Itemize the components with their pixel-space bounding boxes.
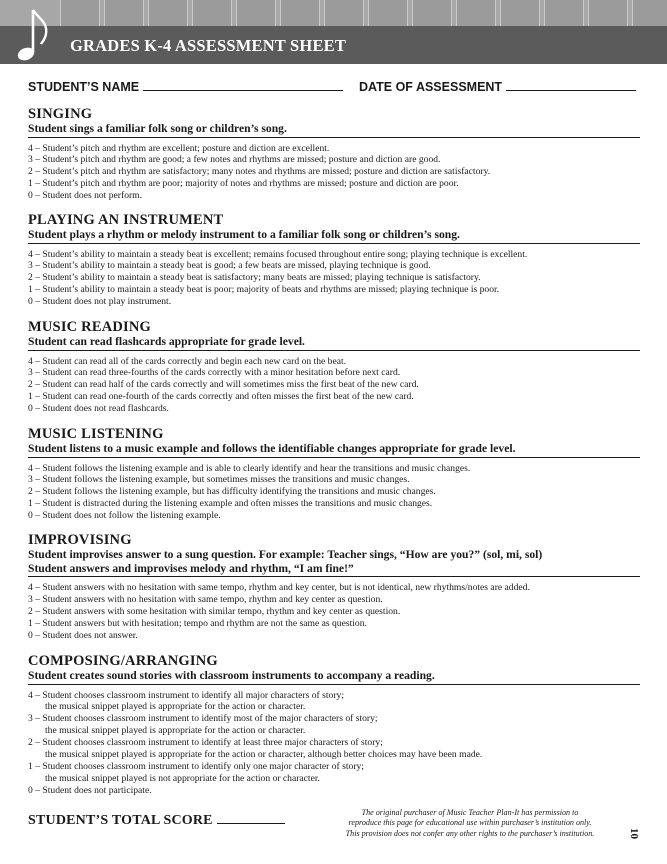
rubric-item bbox=[28, 713, 640, 737]
rubric-item-continuation: the musical snippet played is appropriate for the action or character. bbox=[45, 701, 306, 713]
section-description: Student sings a familiar folk song or children’s song. bbox=[28, 122, 640, 138]
rubric-item: 3 – Student’s ability to maintain a steady beat is good; a few beats are missed, playing technique is good. bbox=[28, 260, 431, 272]
section-title: SINGING bbox=[28, 106, 93, 122]
rubric-item: 1 – Student’s ability to maintain a steady beat is poor; majority of beats and rhythms are missed; playing technique is poor. bbox=[28, 284, 500, 296]
header-banner bbox=[0, 0, 667, 64]
rubric-item: 4 – Student follows the listening example and is able to clearly identify and hear the transitions and music changes. bbox=[28, 462, 471, 474]
section-title: PLAYING AN INSTRUMENT bbox=[28, 212, 224, 228]
banner-tile bbox=[456, 0, 496, 28]
section-title: MUSIC READING bbox=[28, 319, 152, 335]
banner-tile bbox=[104, 0, 144, 28]
banner-tile bbox=[368, 0, 408, 28]
section-composing-arranging bbox=[28, 653, 640, 797]
rubric-item-continuation: the musical snippet played is not appropriate for the action or character. bbox=[45, 772, 320, 784]
rubric-list bbox=[28, 463, 640, 523]
banner-tile bbox=[500, 0, 540, 28]
rubric-item: 2 – Student’s ability to maintain a steady beat is satisfactory; many beats are missed; playing technique is satisfactory. bbox=[28, 272, 481, 284]
section-description: Student listens to a music example and follows the identifiable changes appropriate for grade level. bbox=[28, 442, 640, 458]
section-description-continued: Student answers and improvises melody and rhythm, “I am fine!” bbox=[28, 562, 640, 578]
date-label: DATE OF ASSESSMENT bbox=[359, 80, 503, 94]
rubric-item: 0 – Student does not follow the listening example. bbox=[28, 510, 221, 522]
banner-tile bbox=[192, 0, 232, 28]
section-description: Student can read flashcards appropriate for grade level. bbox=[28, 335, 640, 351]
rubric-item-continuation: the musical snippet played is appropriate for the action or character. bbox=[45, 725, 306, 737]
banner-tile bbox=[148, 0, 188, 28]
rubric-item: 4 – Student answers with no hesitation with same tempo, rhythm and key center, but is not identical, new rhythms/notes are added. bbox=[28, 582, 530, 593]
total-score-blank[interactable] bbox=[217, 814, 285, 824]
section-description: Student plays a rhythm or melody instrument to a familiar folk song or children’s song. bbox=[28, 228, 640, 244]
banner-tile bbox=[60, 0, 100, 28]
banner-tile bbox=[632, 0, 667, 28]
student-name-label: STUDENT’S NAME bbox=[28, 80, 140, 94]
rubric-item: 1 – Student can read one-fourth of the cards correctly and often misses the first beat of the new card. bbox=[28, 391, 414, 403]
rubric-item: 4 – Student’s pitch and rhythm are excellent; posture and diction are excellent. bbox=[28, 142, 330, 154]
section-playing-instrument bbox=[28, 212, 640, 308]
disclaimer-line: reproduce this page for educational use within purchaser’s institution only. bbox=[348, 818, 592, 828]
section-music-listening bbox=[28, 426, 640, 522]
section-title: MUSIC LISTENING bbox=[28, 426, 164, 442]
banner-tile bbox=[236, 0, 276, 28]
rubric-item-continuation: the musical snippet played is appropriate for the action or character, although better choices may have been made. bbox=[45, 749, 483, 761]
section-description: Student creates sound stories with classroom instruments to accompany a reading. bbox=[28, 669, 640, 685]
page-number: 10 bbox=[628, 828, 640, 839]
total-score-field[interactable] bbox=[28, 813, 285, 829]
disclaimer-line: The original purchaser of Music Teacher Plan-It has permission to bbox=[361, 808, 579, 817]
rubric-item-text: 2 – Student chooses classroom instrument to identify at least three major characters of story; bbox=[28, 737, 383, 749]
rubric-list bbox=[28, 249, 640, 309]
rubric-item: 1 – Student’s pitch and rhythm are poor; majority of notes and rhythms are missed; posture and diction are poor. bbox=[28, 178, 459, 190]
rubric-item bbox=[28, 690, 640, 714]
rubric-item: 0 – Student does not perform. bbox=[28, 190, 143, 202]
rubric-item: 2 – Student answers with some hesitation with similar tempo, rhythm and key center as question. bbox=[28, 605, 401, 617]
banner-tile bbox=[544, 0, 584, 28]
section-singing bbox=[28, 106, 640, 202]
banner-tile bbox=[324, 0, 364, 28]
section-description: Student improvises answer to a sung question. For example: Teacher sings, “How are you?” (sol, mi, sol) bbox=[28, 548, 543, 561]
rubric-item bbox=[28, 737, 640, 761]
rubric-item: 0 – Student does not play instrument. bbox=[28, 296, 172, 308]
rubric-list bbox=[28, 582, 640, 642]
rubric-item: 3 – Student follows the listening example, but sometimes misses the transitions and music changes. bbox=[28, 474, 410, 486]
student-name-field[interactable] bbox=[28, 80, 343, 94]
rubric-item: 1 – Student is distracted during the listening example and often misses the transitions and music changes. bbox=[28, 498, 433, 510]
date-blank[interactable] bbox=[506, 81, 636, 91]
banner-tile bbox=[280, 0, 320, 28]
rubric-item-text: 4 – Student chooses classroom instrument to identify all major characters of story; bbox=[28, 689, 344, 701]
rubric-item: 2 – Student can read half of the cards correctly and will sometimes miss the first beat of the new card. bbox=[28, 379, 419, 391]
rubric-item: 2 – Student’s pitch and rhythm are satisfactory; many notes and rhythms are missed; posture and diction are satisfactory. bbox=[28, 166, 491, 178]
rubric-item: 4 – Student’s ability to maintain a steady beat is excellent; remains focused throughout entire song; playing technique is excellent. bbox=[28, 248, 528, 260]
rubric-item: 3 – Student can read three-fourths of the cards correctly with a minor hesitation before next card. bbox=[28, 367, 401, 379]
rubric-item: 0 – Student does not participate. bbox=[28, 784, 152, 796]
disclaimer-line: This provision does not confer any other rights to the purchaser’s institution. bbox=[345, 828, 595, 838]
rubric-item: 0 – Student does not answer. bbox=[28, 629, 138, 641]
section-improvising bbox=[28, 532, 640, 642]
student-name-blank[interactable] bbox=[143, 81, 343, 91]
section-title: IMPROVISING bbox=[28, 532, 132, 548]
page-title: GRADES K-4 ASSESSMENT SHEET bbox=[70, 36, 347, 55]
rubric-item: 3 – Student’s pitch and rhythm are good; a few notes and rhythms are missed; posture and diction are good. bbox=[28, 154, 441, 166]
copyright-notice bbox=[322, 808, 618, 839]
rubric-list bbox=[28, 356, 640, 416]
rubric-item bbox=[28, 761, 640, 785]
rubric-item: 3 – Student answers with no hesitation with same tempo, rhythm and key center as question. bbox=[28, 593, 383, 605]
rubric-list bbox=[28, 143, 640, 203]
banner-tile bbox=[412, 0, 452, 28]
rubric-item: 4 – Student can read all of the cards correctly and begin each new card on the beat. bbox=[28, 355, 347, 367]
rubric-item: 0 – Student does not read flashcards. bbox=[28, 403, 169, 415]
rubric-item: 1 – Student answers but with hesitation; tempo and rhythm are not the same as question. bbox=[28, 617, 367, 629]
section-music-reading bbox=[28, 319, 640, 415]
date-field[interactable] bbox=[359, 80, 636, 94]
music-note-icon bbox=[14, 4, 58, 64]
rubric-list bbox=[28, 690, 640, 797]
banner-tile bbox=[588, 0, 628, 28]
section-title: COMPOSING/ARRANGING bbox=[28, 653, 218, 669]
rubric-item: 2 – Student follows the listening example, but has difficulty identifying the transitions and music changes. bbox=[28, 486, 436, 498]
rubric-item-text: 1 – Student chooses classroom instrument to identify only one major character of story; bbox=[28, 760, 364, 772]
total-score-label: STUDENT’S TOTAL SCORE bbox=[28, 813, 213, 828]
rubric-item-text: 3 – Student chooses classroom instrument to identify most of the major characters of story; bbox=[28, 713, 378, 725]
